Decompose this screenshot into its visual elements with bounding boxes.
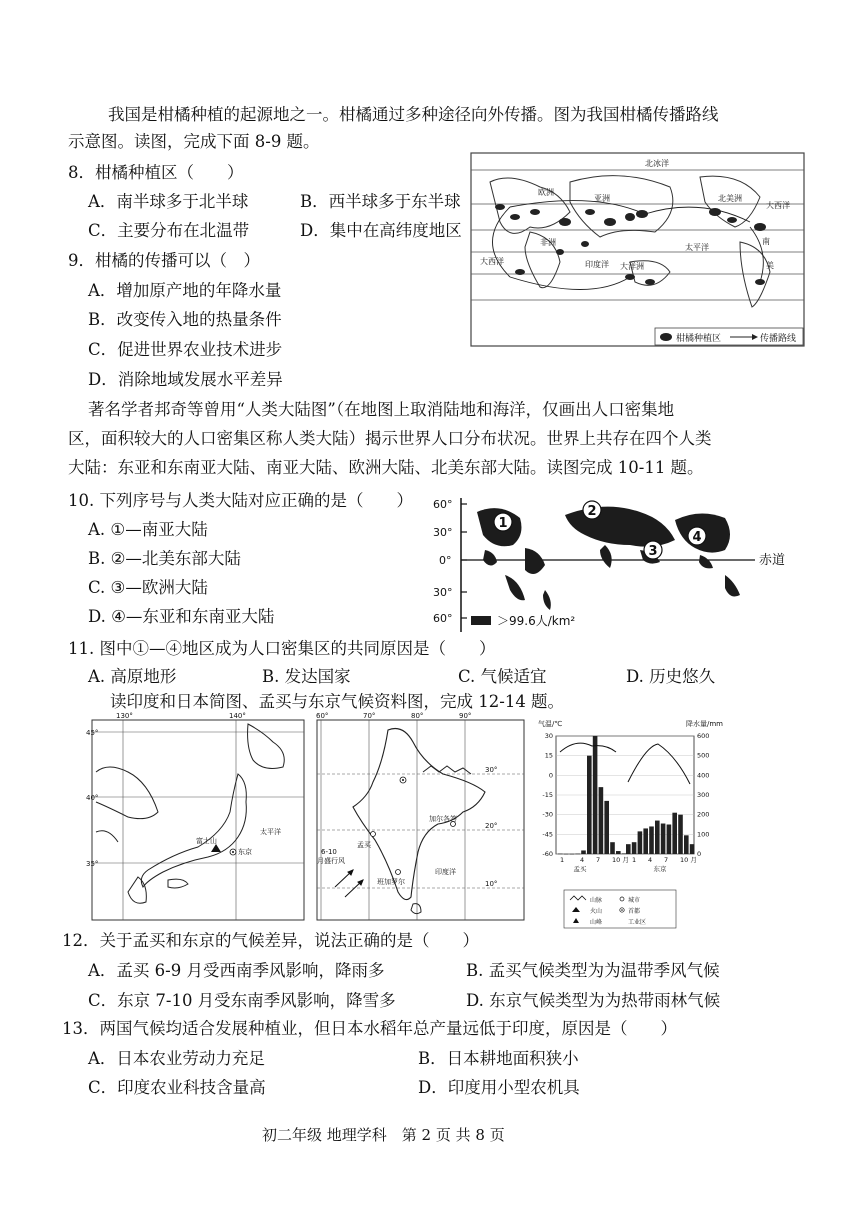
map1-label-oceania: 大洋洲 xyxy=(620,262,644,271)
q9-option-a[interactable]: A．增加原产地的年降水量 xyxy=(88,281,282,300)
citrus-spread-map xyxy=(470,152,805,347)
legend-volcano: 火山 xyxy=(590,908,603,915)
climate-legend xyxy=(564,890,676,928)
precip-tick-label: 300 xyxy=(697,791,710,799)
temp-tick-label: 15 xyxy=(544,751,553,760)
in-lon-60: 60° xyxy=(316,712,329,720)
precip-tick-label: 500 xyxy=(697,751,710,760)
jp-lat-40: 40° xyxy=(86,794,99,802)
intro-population-line1: 著名学者邦奇等曾用“人类大陆图”（在地图上取消陆地和海洋，仅画出人口密集地 xyxy=(88,400,675,419)
human-continents-map xyxy=(425,490,795,640)
q8-option-b[interactable]: B．西半球多于东半球 xyxy=(300,192,461,211)
intro-citrus-line2: 示意图。读图，完成下面 8-9 题。 xyxy=(68,132,320,151)
q11-option-b[interactable]: B. 发达国家 xyxy=(262,667,351,686)
label-tokyo: 东京 xyxy=(238,848,252,856)
climate-chart xyxy=(536,716,726,931)
map1-label-atlantic-n: 大西洋 xyxy=(766,201,790,210)
map1-label-pacific: 太平洋 xyxy=(685,243,709,252)
lat-30s: 30° xyxy=(433,586,453,599)
in-lon-70: 70° xyxy=(363,712,376,720)
in-lat-30: 30° xyxy=(485,766,498,774)
mumbai-precip-bar xyxy=(599,787,604,854)
temp-tick-label: 30 xyxy=(544,732,553,740)
map1-label-africa: 非洲 xyxy=(540,238,556,247)
q11-option-d[interactable]: D. 历史悠久 xyxy=(626,667,716,686)
temp-tick-label: 0 xyxy=(548,771,553,780)
map1-label-atlantic-s: 大西洋 xyxy=(480,257,504,266)
legend-city: 城市 xyxy=(628,897,641,904)
q12-stem: 12．关于孟买和东京的气候差异，说法正确的是（ ） xyxy=(62,931,479,950)
marker-3: 3 xyxy=(648,544,658,559)
q8-option-d[interactable]: D．集中在高纬度地区 xyxy=(300,221,462,240)
mumbai-precip-bar xyxy=(593,736,598,854)
tokyo-temp-curve xyxy=(628,744,690,784)
in-lat-20: 20° xyxy=(485,822,498,830)
q13-option-d[interactable]: D．印度用小型农机具 xyxy=(418,1078,580,1097)
q13-option-c[interactable]: C．印度农业科技含量高 xyxy=(88,1078,266,1097)
temp-tick-label: -15 xyxy=(542,791,553,799)
map1-legend xyxy=(655,328,803,345)
month-tick-label: 4 xyxy=(648,856,653,864)
q10-option-c[interactable]: C. ③—欧洲大陆 xyxy=(88,578,208,597)
tokyo-precip-bar xyxy=(661,824,666,854)
month-tick-label: 1 xyxy=(632,856,637,864)
page-footer: 初二年级 地理学科 第 2 页 共 8 页 xyxy=(262,1126,505,1144)
q12-option-b[interactable]: B. 孟买气候类型为为温带季风气候 xyxy=(466,961,720,980)
marker-2: 2 xyxy=(587,504,597,519)
q12-option-c[interactable]: C．东京 7-10 月受东南季风影响，降雪多 xyxy=(88,991,396,1010)
india-map xyxy=(313,712,528,924)
q10-option-d[interactable]: D. ④—东亚和东南亚大陆 xyxy=(88,607,275,626)
q13-option-a[interactable]: A．日本农业劳动力充足 xyxy=(88,1049,265,1068)
q11-option-a[interactable]: A. 高原地形 xyxy=(88,667,177,686)
mumbai-precip-bar xyxy=(610,842,615,854)
q11-option-c[interactable]: C. 气候适宜 xyxy=(458,667,547,686)
legend-citrus-area: 柑橘种植区 xyxy=(676,334,722,344)
legend-route: 传播路线 xyxy=(760,334,797,344)
map1-label-indian: 印度洋 xyxy=(585,260,609,269)
density-legend: ＞99.6人/km² xyxy=(497,614,576,628)
precip-tick-label: 600 xyxy=(697,732,710,740)
q10-option-b[interactable]: B. ②—北美东部大陆 xyxy=(88,549,241,568)
mumbai-precip-bar xyxy=(616,851,621,854)
tokyo-precip-bar xyxy=(667,825,672,855)
label-wind-line1: 6-10 xyxy=(321,848,337,856)
in-lon-80: 80° xyxy=(411,712,424,720)
lat-0: 0° xyxy=(439,554,452,567)
jp-lat-45: 45° xyxy=(86,729,99,737)
lat-60s: 60° xyxy=(433,612,453,625)
map1-label-asia: 亚洲 xyxy=(594,194,610,203)
q13-option-b[interactable]: B．日本耕地面积狭小 xyxy=(418,1049,579,1068)
legend-peak: 山峰 xyxy=(590,919,603,926)
intro-population-line2: 区，面积较大的人口密集区称人类大陆）揭示世界人口分布状况。世界上共存在四个人类 xyxy=(68,429,712,448)
city-mumbai: 孟买 xyxy=(573,865,587,873)
temp-tick-label: -30 xyxy=(542,810,553,819)
intro-population-line3: 大陆：东亚和东南亚大陆、南亚大陆、欧洲大陆、北美东部大陆。读图完成 10-11 题。 xyxy=(68,458,704,477)
mumbai-precip-bar xyxy=(604,801,609,854)
lat-60n: 60° xyxy=(433,498,453,511)
month-tick-label: 4 xyxy=(580,856,585,864)
intro-citrus-line1: 我国是柑橘种植的起源地之一。柑橘通过多种途径向外传播。图为我国柑橘传播路线 xyxy=(108,105,719,124)
temp-tick-label: -60 xyxy=(542,850,553,858)
q10-stem: 10. 下列序号与人类大陆对应正确的是（ ） xyxy=(68,491,413,510)
month-tick-label: 10 月 xyxy=(680,856,697,864)
q8-option-c[interactable]: C．主要分布在北温带 xyxy=(88,221,250,240)
tokyo-precip-bar xyxy=(626,844,631,854)
temp-tick-label: -45 xyxy=(542,830,553,839)
month-tick-label: 7 xyxy=(596,856,601,864)
q8-option-a[interactable]: A．南半球多于北半球 xyxy=(88,192,249,211)
mumbai-precip-bar xyxy=(581,850,586,854)
q9-option-d[interactable]: D．消除地域发展水平差异 xyxy=(88,370,283,389)
map1-label-arctic: 北冰洋 xyxy=(645,159,669,168)
label-calcutta: 加尔各答 xyxy=(429,815,457,823)
mumbai-precip-bar xyxy=(622,853,627,854)
precip-tick-label: 400 xyxy=(697,771,710,780)
label-bangalore: 班加罗尔 xyxy=(377,878,405,886)
tokyo-precip-bar xyxy=(672,813,677,854)
map1-label-america: 美 xyxy=(766,261,774,270)
mumbai-precip-bar xyxy=(575,854,580,855)
equator-label: 赤道 xyxy=(759,553,786,568)
q9-stem: 9．柑橘的传播可以（ ） xyxy=(68,251,260,270)
mumbai-precip-bar xyxy=(587,756,592,854)
precip-axis-title: 降水量/mm xyxy=(686,720,723,728)
month-tick-label: 10 月 xyxy=(612,856,629,864)
legend-industrial: 工业区 xyxy=(628,919,647,926)
map1-label-north-america: 北美洲 xyxy=(718,194,742,203)
city-tokyo: 东京 xyxy=(653,865,667,873)
tokyo-precip-bar xyxy=(638,831,643,854)
q11-stem: 11. 图中①—④地区成为人口密集区的共同原因是（ ） xyxy=(68,639,496,658)
q9-option-b[interactable]: B．改变传入地的热量条件 xyxy=(88,310,282,329)
temp-axis-title: 气温/℃ xyxy=(538,720,563,728)
lat-30n: 30° xyxy=(433,526,453,539)
legend-mountain: 山脉 xyxy=(590,897,603,904)
marker-1: 1 xyxy=(498,516,508,531)
label-wind-line2: 月盛行风 xyxy=(317,857,345,865)
legend-capital: 首都 xyxy=(628,908,641,915)
q10-option-a[interactable]: A. ①—南亚大陆 xyxy=(88,520,208,539)
precip-tick-label: 100 xyxy=(697,830,710,839)
map1-label-europe: 欧洲 xyxy=(538,188,554,197)
q12-option-d[interactable]: D. 东京气候类型为为热带雨林气候 xyxy=(466,991,721,1010)
tokyo-precip-bar xyxy=(643,828,648,854)
label-fuji: 富士山 xyxy=(196,837,217,845)
q13-stem: 13．两国气候均适合发展种植业，但日本水稻年总产量远低于印度，原因是（ ） xyxy=(62,1019,677,1038)
q12-option-a[interactable]: A．孟买 6-9 月受西南季风影响，降雨多 xyxy=(88,961,385,980)
month-tick-label: 1 xyxy=(560,856,565,864)
jp-lat-35: 35° xyxy=(86,860,99,868)
label-indian-ocean: 印度洋 xyxy=(435,868,456,876)
mumbai-precip-bar xyxy=(558,854,563,855)
population-density-areas xyxy=(477,507,740,610)
mumbai-precip-bar xyxy=(570,854,575,855)
tokyo-precip-bar xyxy=(655,821,660,854)
in-lon-90: 90° xyxy=(459,712,472,720)
month-tick-label: 7 xyxy=(664,856,669,864)
tokyo-precip-bar xyxy=(649,826,654,854)
precip-tick-label: 200 xyxy=(697,810,710,819)
mumbai-temp-curve xyxy=(560,743,616,752)
jp-lon-130: 130° xyxy=(116,712,133,720)
tokyo-precip-bar xyxy=(678,815,683,854)
intro-india-japan: 读印度和日本简图、孟买与东京气候资料图，完成 12-14 题。 xyxy=(110,692,565,711)
q9-option-c[interactable]: C．促进世界农业技术进步 xyxy=(88,340,283,359)
marker-4: 4 xyxy=(692,530,702,545)
in-lat-10: 10° xyxy=(485,880,498,888)
mumbai-precip-bar xyxy=(564,854,569,855)
tokyo-precip-bar xyxy=(690,844,695,854)
jp-lon-140: 140° xyxy=(229,712,246,720)
tokyo-precip-bar xyxy=(684,835,689,854)
map1-label-south: 南 xyxy=(762,237,770,246)
label-mumbai: 孟买 xyxy=(357,841,371,849)
japan-map xyxy=(88,712,308,924)
tokyo-precip-bar xyxy=(632,842,637,854)
precip-tick-label: 0 xyxy=(697,850,702,858)
q8-stem: 8．柑橘种植区（ ） xyxy=(68,163,244,182)
label-pacific: 太平洋 xyxy=(260,828,281,836)
